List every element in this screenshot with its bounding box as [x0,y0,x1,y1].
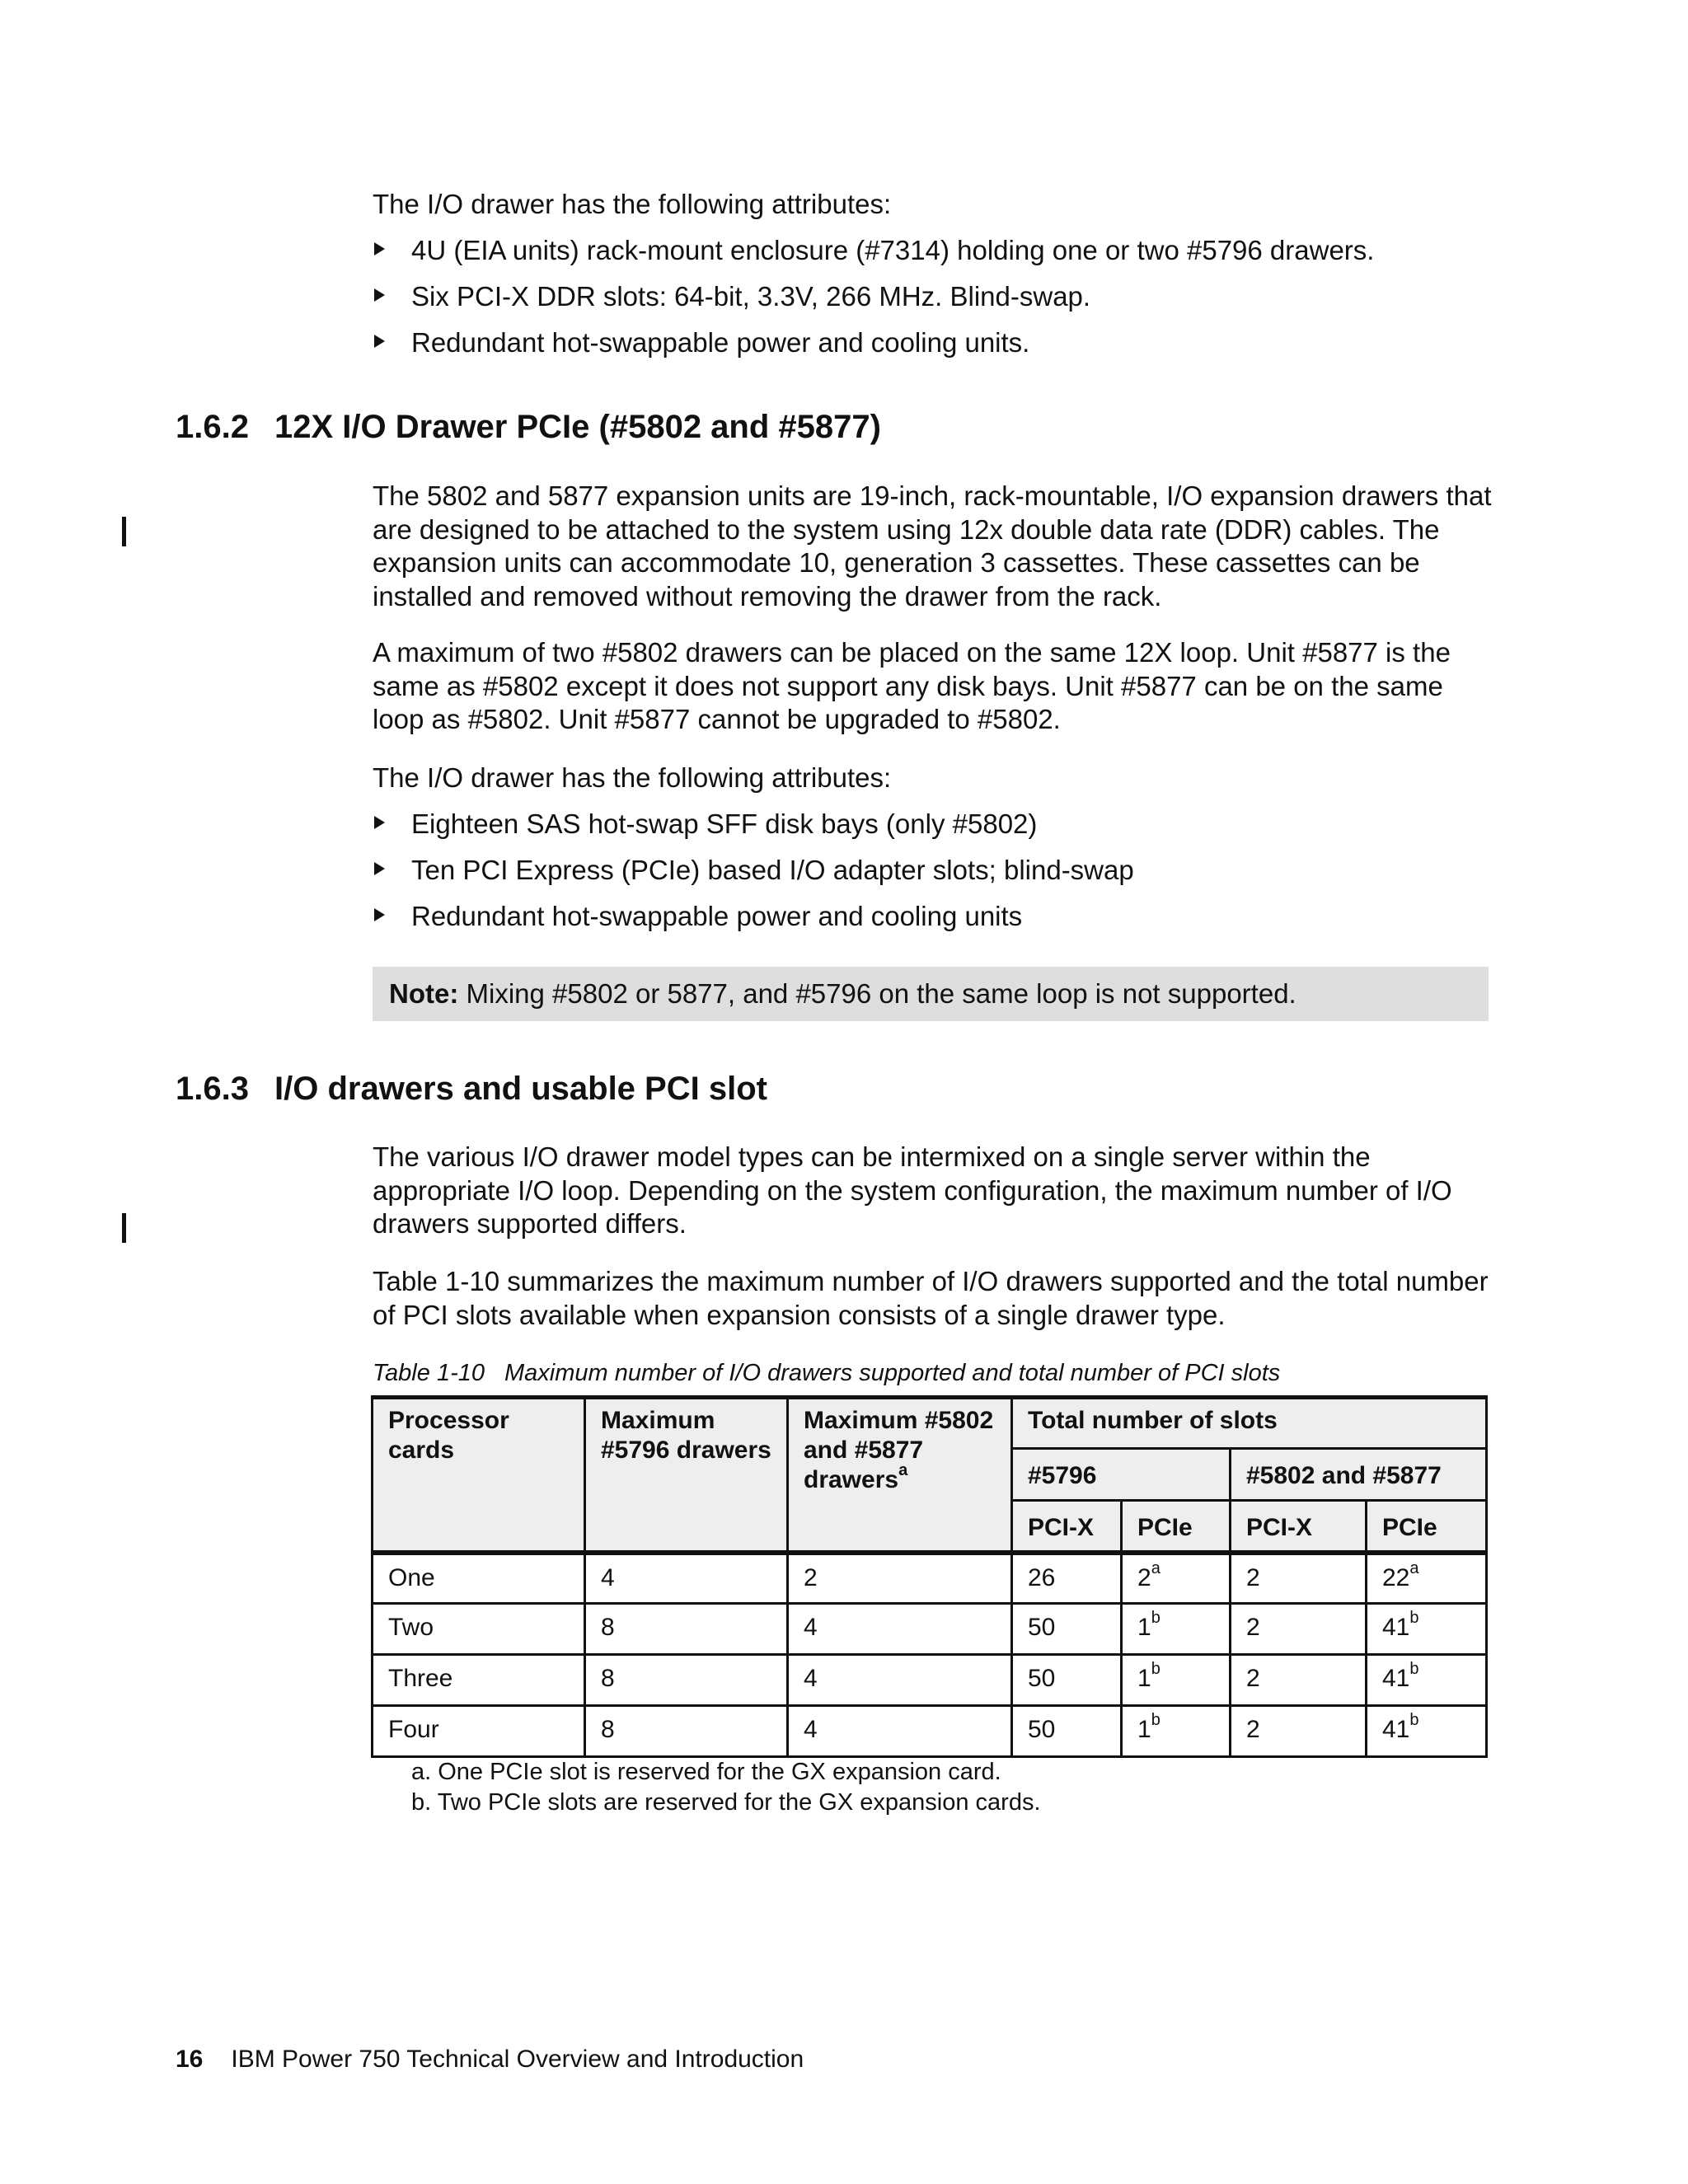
cell-max-5796: 8 [585,1604,788,1655]
list-item: Redundant hot-swappable power and cooling units [373,900,1134,946]
list-item: Ten PCI Express (PCIe) based I/O adapter slots; blind-swap [373,854,1134,900]
table-caption [373,1358,1280,1388]
intro-lead: The I/O drawer has the following attributes: [373,189,892,219]
header-pcie-5802: PCIe [1367,1501,1487,1553]
section-number: 1.6.3 [176,1071,249,1107]
cell-pcie-5802: 41$^b$ [1367,1604,1487,1655]
header-pcie-5796: PCIe [1122,1501,1231,1553]
bullet-triangle-icon [374,288,385,302]
header-max-5796: Maximum #5796 drawers [585,1398,788,1553]
section-163-para-2: Table 1-10 summarizes the maximum number of I/O drawers supported and the total number of PCI slots available when expansion consists of a single drawer type. [373,1266,1489,1330]
bullet-triangle-icon [374,335,385,348]
table-row [373,1706,1487,1757]
cell-cards: Four [373,1706,585,1757]
footnote-b: b. Two PCIe slots are reserved for the GX expansion cards. [411,1789,1041,1816]
bullet-triangle-icon [374,816,385,829]
header-group-5802: #5802 and #5877 [1231,1449,1487,1501]
cell-max-5802: 4 [788,1604,1012,1655]
cell-max-5796: 8 [585,1706,788,1757]
cell-pcie-5796: 2$^a$ [1122,1553,1231,1604]
note-box [373,967,1489,1021]
table-row [373,1553,1487,1604]
header-group-5796: #5796 [1012,1449,1231,1501]
cell-pcie-5796: 1$^b$ [1122,1655,1231,1706]
cell-pcix-5796: 50 [1012,1604,1122,1655]
section-162-bullet-list [373,808,1134,946]
list-item: Redundant hot-swappable power and cooling units. [373,326,1374,373]
header-total-slots: Total number of slots [1012,1398,1487,1449]
cell-pcie-5802: 41$^b$ [1367,1655,1487,1706]
cell-max-5802: 4 [788,1655,1012,1706]
cell-cards: Three [373,1655,585,1706]
intro-bullet-list [373,234,1374,373]
section-163-para-1: The various I/O drawer model types can be intermixed on a single server within the appropriate I/O loop. Depending on the system configuration, the maximum number of I/O drawers supported differs. [373,1141,1452,1239]
note-label: Note: [389,978,459,1009]
section-162-lead: The I/O drawer has the following attributes: [373,762,892,793]
header-processor-cards: Processor cards [373,1398,585,1553]
section-heading-1-6-2 [176,407,881,447]
bullet-triangle-icon [374,242,385,255]
change-bar [122,1213,126,1243]
cell-max-5796: 8 [585,1655,788,1706]
section-162-para-2: A maximum of two #5802 drawers can be placed on the same 12X loop. Unit #5877 is the same as #5802 except it does not support any disk bays. Unit #5877 can be on the same loop as #5802. Unit #5877 cannot be upgraded to #5802. [373,637,1451,734]
cell-pcie-5802: 41$^b$ [1367,1706,1487,1757]
page-footer [176,2043,804,2076]
list-item: 4U (EIA units) rack-mount enclosure (#7314) holding one or two #5796 drawers. [373,234,1374,280]
page-number: 16 [176,2046,204,2073]
cell-max-5802: 2 [788,1553,1012,1604]
cell-cards: One [373,1553,585,1604]
change-bar [122,517,126,546]
section-number: 1.6.2 [176,409,249,445]
footnote-a: a. One PCIe slot is reserved for the GX expansion card. [411,1759,1001,1785]
section-title: I/O drawers and usable PCI slot [274,1071,767,1107]
cell-max-5796: 4 [585,1553,788,1604]
drawers-table [371,1395,1488,1758]
section-heading-1-6-3 [176,1069,767,1108]
book-title: IBM Power 750 Technical Overview and Introduction [231,2046,804,2073]
note-text: Mixing #5802 or 5877, and #5796 on the same loop is not supported. [466,978,1296,1009]
table-caption-text: Maximum number of I/O drawers supported and total number of PCI slots [504,1360,1281,1386]
table-caption-label: Table 1-10 [373,1360,485,1386]
header-max-5802: Maximum #5802 and #5877 drawers$^a$ [788,1398,1012,1553]
cell-pcix-5796: 26 [1012,1553,1122,1604]
table-row [373,1604,1487,1655]
table-footnotes [411,1757,1041,1818]
section-162-para-1: The 5802 and 5877 expansion units are 19-inch, rack-mountable, I/O expansion drawers that are designed to be attached to the system using 12x double data rate (DDR) cables. The expansion units can accommodate 10, generation 3 cassettes. These cassettes can be installed and removed without removing the drawer from the rack. [373,480,1492,612]
cell-max-5802: 4 [788,1706,1012,1757]
cell-pcie-5796: 1$^b$ [1122,1706,1231,1757]
cell-pcix-5796: 50 [1012,1706,1122,1757]
table-row [373,1655,1487,1706]
cell-cards: Two [373,1604,585,1655]
cell-pcix-5802: 2 [1231,1706,1367,1757]
list-item: Eighteen SAS hot-swap SFF disk bays (only #5802) [373,808,1134,854]
cell-pcie-5802: 22$^a$ [1367,1553,1487,1604]
cell-pcix-5802: 2 [1231,1553,1367,1604]
cell-pcix-5802: 2 [1231,1604,1367,1655]
list-item: Six PCI-X DDR slots: 64-bit, 3.3V, 266 MHz. Blind-swap. [373,280,1374,326]
header-pcix-5796: PCI-X [1012,1501,1122,1553]
cell-pcix-5802: 2 [1231,1655,1367,1706]
section-title: 12X I/O Drawer PCIe (#5802 and #5877) [274,409,881,445]
header-pcix-5802: PCI-X [1231,1501,1367,1553]
bullet-triangle-icon [374,908,385,921]
cell-pcie-5796: 1$^b$ [1122,1604,1231,1655]
cell-pcix-5796: 50 [1012,1655,1122,1706]
bullet-triangle-icon [374,862,385,875]
